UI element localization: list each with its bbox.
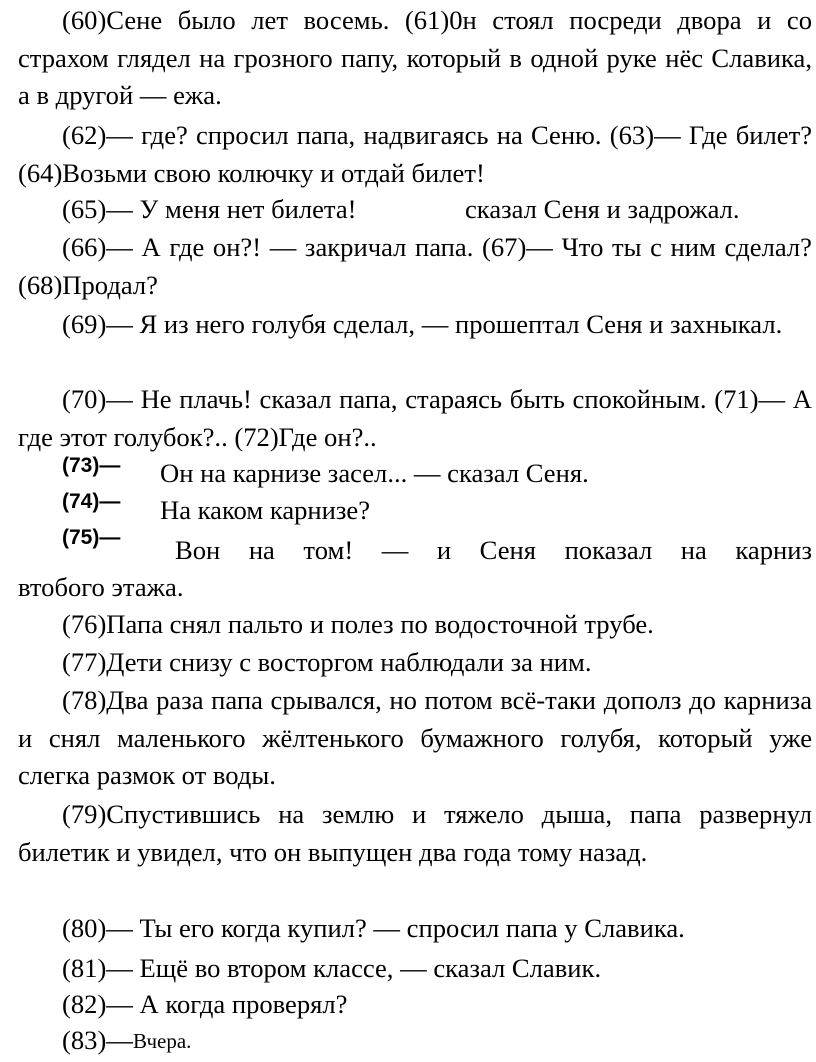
paragraph-70: (70)— Не плачь! сказал папа, стараясь быть спокойным. (71)— А где этот голубок?.. (72)Где он?..	[18, 384, 812, 452]
paragraph-79: (79)Спустившись на землю и тяжело дыша, папа развернул билетик и увидел, что он выпущен два года тому назад.	[18, 799, 812, 867]
paragraph-81: (81)— Ещё во втором классе, — сказал Славик.	[62, 953, 602, 983]
paragraph-60: (60)Сене было лет восемь. (61)0н стоял посреди двора и со страхом глядел на грозного папу, который в одной руке нёс Славика, а в другой — ежа.	[18, 5, 812, 110]
marker-74: (74)—	[62, 490, 121, 513]
paragraph-65-author: сказал Сеня и задрожал.	[465, 194, 740, 224]
marker-73: (73)—	[62, 454, 121, 477]
paragraph-80: (80)— Ты его когда купил? — спросил папа у Славика.	[62, 913, 685, 943]
paragraph-62: (62)— где? спросил папа, надвигаясь на Сеню. (63)— Где билет? (64)Возьми свою колючку и отдай билет!	[18, 120, 812, 188]
paragraph-74: На каком карнизе?	[160, 495, 371, 525]
paragraph-66: (66)— А где он?! — закричал папа. (67)— Что ты с ним сделал? (68)Продал?	[18, 232, 812, 300]
paragraph-78: (78)Два раза папа срывался, но потом всё-таки дополз до карниза и снял маленького жёлтенького бумажного голубя, который уже слегка размок от воды.	[18, 685, 812, 790]
marker-75: (75)—	[62, 526, 121, 549]
paragraph-69: (69)— Я из него голубя сделал, — прошептал Сеня и захныкал.	[62, 309, 783, 339]
paragraph-75-line-2: втобого этажа.	[18, 572, 184, 602]
paragraph-83-number: (83)—	[62, 1025, 133, 1055]
paragraph-75-line-1: Вон на том! — и Сеня показал на карниз	[175, 535, 812, 565]
paragraph-77: (77)Дети снизу с восторгом наблюдали за ним.	[62, 647, 592, 677]
paragraph-76: (76)Папа снял пальто и полез по водосточной трубе.	[62, 609, 654, 639]
paragraph-73: Он на карнизе засел... — сказал Сеня.	[160, 458, 589, 488]
paragraph-65-speech: (65)— У меня нет билета!	[62, 194, 357, 224]
paragraph-83-text: Вчера.	[133, 1029, 192, 1053]
paragraph-82: (82)— А когда проверял?	[62, 989, 348, 1019]
